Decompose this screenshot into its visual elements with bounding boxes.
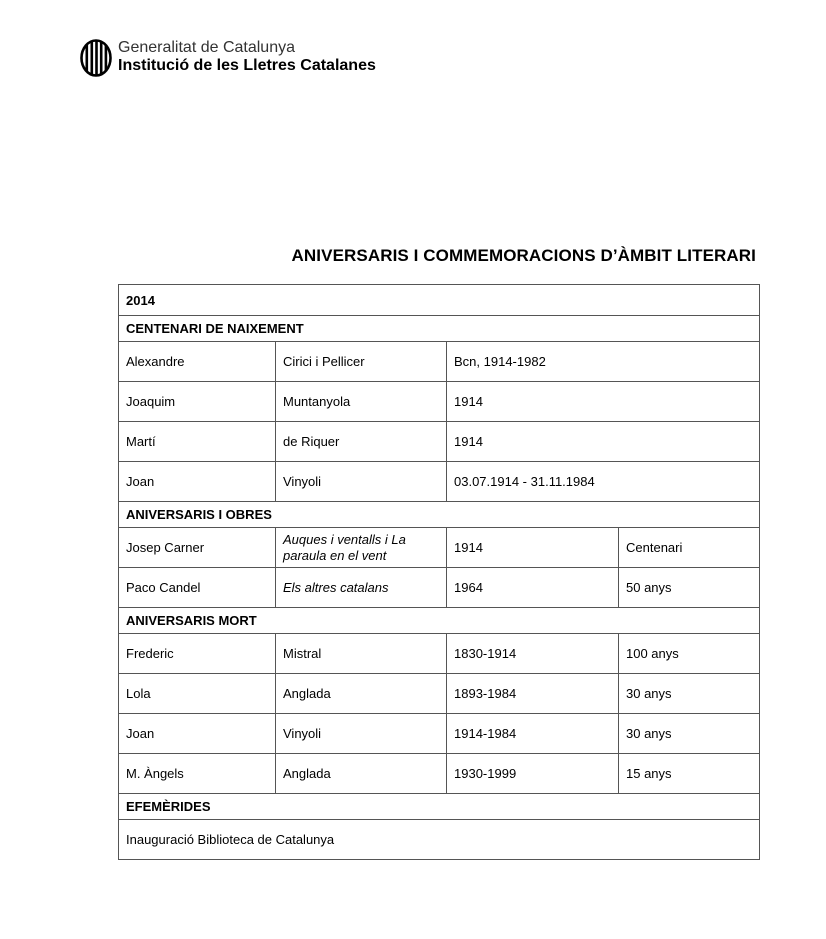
author-cell: Josep Carner [119, 528, 276, 568]
section-heading-mort: ANIVERSARIS MORT [119, 608, 760, 634]
author-cell: Paco Candel [119, 568, 276, 608]
table-row [119, 382, 760, 422]
surname-cell: Mistral [276, 634, 447, 674]
surname-cell: Vinyoli [276, 714, 447, 754]
dates-cell: 1830-1914 [447, 634, 619, 674]
first-name-cell: Joaquim [119, 382, 276, 422]
table-row [119, 634, 760, 674]
section-heading-obres: ANIVERSARIS I OBRES [119, 502, 760, 528]
first-name-cell: Frederic [119, 634, 276, 674]
anniversary-cell: 50 anys [619, 568, 760, 608]
generalitat-logo-icon [80, 39, 112, 77]
anniversaries-table [118, 284, 760, 860]
work-title-cell: Els altres catalans [276, 568, 447, 608]
anniversary-cell: Centenari [619, 528, 760, 568]
dates-cell: 1914-1984 [447, 714, 619, 754]
surname-cell: Cirici i Pellicer [276, 342, 447, 382]
document-title: ANIVERSARIS I COMMEMORACIONS D’ÀMBIT LITERARI [291, 246, 756, 265]
table-row [119, 342, 760, 382]
year-cell: 1914 [447, 528, 619, 568]
event-cell: Inauguració Biblioteca de Catalunya [119, 820, 760, 860]
first-name-cell: Lola [119, 674, 276, 714]
first-name-cell: Joan [119, 714, 276, 754]
first-name-cell: Joan [119, 462, 276, 502]
dates-cell: 1914 [447, 382, 760, 422]
org-line1: Generalitat de Catalunya [118, 39, 295, 56]
table-row [119, 714, 760, 754]
table-row [119, 754, 760, 794]
surname-cell: Vinyoli [276, 462, 447, 502]
table-row [119, 528, 760, 568]
year-cell: 1964 [447, 568, 619, 608]
dates-cell: 1914 [447, 422, 760, 462]
table-row [119, 462, 760, 502]
anniversary-cell: 30 anys [619, 674, 760, 714]
anniversary-cell: 100 anys [619, 634, 760, 674]
anniversary-cell: 15 anys [619, 754, 760, 794]
page-header [80, 39, 376, 77]
year-heading: 2014 [119, 285, 760, 316]
org-line2: Institució de les Lletres Catalanes [118, 57, 376, 74]
first-name-cell: Martí [119, 422, 276, 462]
surname-cell: Anglada [276, 754, 447, 794]
first-name-cell: Alexandre [119, 342, 276, 382]
section-heading-centenari: CENTENARI DE NAIXEMENT [119, 316, 760, 342]
org-name [118, 39, 376, 75]
work-title-cell: Auques i ventalls i La paraula en el vent [276, 528, 447, 568]
dates-cell: 03.07.1914 - 31.11.1984 [447, 462, 760, 502]
dates-cell: 1893-1984 [447, 674, 619, 714]
table-row [119, 674, 760, 714]
dates-cell: 1930-1999 [447, 754, 619, 794]
dates-cell: Bcn, 1914-1982 [447, 342, 760, 382]
table-row [119, 568, 760, 608]
surname-cell: de Riquer [276, 422, 447, 462]
table-row [119, 820, 760, 860]
surname-cell: Muntanyola [276, 382, 447, 422]
first-name-cell: M. Àngels [119, 754, 276, 794]
table-row [119, 422, 760, 462]
section-heading-efemerides: EFEMÈRIDES [119, 794, 760, 820]
anniversary-cell: 30 anys [619, 714, 760, 754]
surname-cell: Anglada [276, 674, 447, 714]
